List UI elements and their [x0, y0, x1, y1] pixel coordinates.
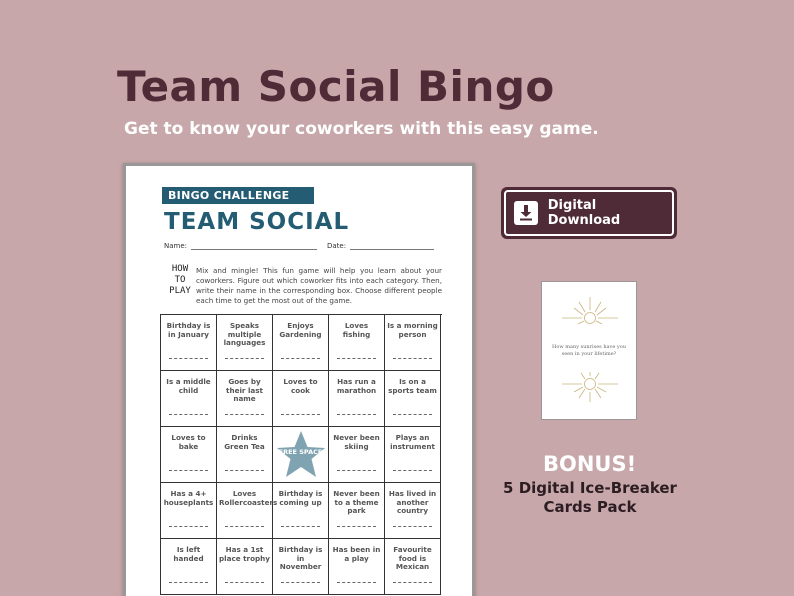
name-line: [337, 470, 376, 471]
bingo-cell-label: Loves to bake: [171, 433, 206, 451]
bingo-sheet: [123, 163, 475, 596]
bingo-cell-label: Enjoys Gardening: [279, 321, 322, 339]
name-line: [281, 582, 320, 583]
name-line: [393, 582, 432, 583]
free-space-label: FREE SPACE: [278, 448, 323, 456]
free-space-cell: [273, 427, 329, 483]
bingo-cell-label: Has a 1st place trophy: [219, 545, 270, 563]
bingo-cell-label: Has lived in another country: [388, 489, 437, 515]
bingo-cell: [217, 315, 273, 371]
bingo-cell: [273, 315, 329, 371]
date-label: Date:: [327, 242, 347, 250]
name-line: [169, 582, 208, 583]
name-field: [164, 242, 317, 250]
name-line: [337, 358, 376, 359]
challenge-label: BINGO CHALLENGE: [162, 187, 314, 204]
instructions: Mix and mingle! This fun game will help you learn about your coworkers. Figure out which coworker fits into each category. Then, write their name in the corresponding box. Choose different people each time to get the most out of the game.: [196, 266, 442, 305]
bingo-cell-label: Is on a sports team: [388, 377, 437, 395]
bingo-cell-label: Has run a marathon: [336, 377, 377, 395]
bingo-cell: [385, 483, 441, 539]
bingo-cell-label: Never been to a theme park: [333, 489, 380, 515]
bingo-cell-label: Never been skiing: [333, 433, 380, 451]
bingo-cell: [329, 427, 385, 483]
bingo-cell-label: Loves fishing: [342, 321, 371, 339]
name-line: [169, 470, 208, 471]
bingo-cell-label: Loves to cook: [283, 377, 318, 395]
bingo-cell: [217, 539, 273, 595]
name-line: [281, 526, 320, 527]
bingo-cell-label: Birthday is in November: [278, 545, 323, 571]
bingo-cell-label: Birthday is in January: [166, 321, 211, 339]
bingo-cell-label: Is a morning person: [387, 321, 438, 339]
bingo-cell-label: Drinks Green Tea: [224, 433, 265, 451]
bingo-cell-label: Is a middle child: [166, 377, 211, 395]
name-line: [225, 470, 264, 471]
name-line: [225, 582, 264, 583]
bingo-cell: [329, 483, 385, 539]
how-to-play-label: HOW TO PLAY: [169, 264, 191, 296]
bingo-cell: [161, 427, 217, 483]
name-line: [169, 526, 208, 527]
bingo-cell: [161, 371, 217, 427]
bingo-cell-label: Has a 4+ houseplants: [163, 489, 214, 507]
bingo-cell-label: Birthday is coming up: [278, 489, 323, 507]
name-line: [225, 414, 264, 415]
name-line: [337, 582, 376, 583]
name-line: [169, 414, 208, 415]
bingo-cell-label: Favourite food is Mexican: [393, 545, 432, 571]
bonus-description: 5 Digital Ice-Breaker Cards Pack: [503, 479, 677, 516]
bingo-cell: [385, 427, 441, 483]
name-line: [281, 414, 320, 415]
bingo-cell: [385, 371, 441, 427]
sheet-title: TEAM SOCIAL: [164, 209, 350, 235]
name-line: [225, 526, 264, 527]
icebreaker-card-preview: [541, 281, 637, 420]
digital-download-button[interactable]: [501, 187, 677, 239]
bingo-grid: [160, 314, 442, 595]
name-line: [337, 526, 376, 527]
bingo-cell: [161, 483, 217, 539]
bingo-cell: [385, 315, 441, 371]
bingo-cell: [329, 539, 385, 595]
name-line: [225, 358, 264, 359]
date-field: [327, 242, 434, 250]
bonus-title: BONUS!: [543, 452, 637, 476]
name-line: [393, 414, 432, 415]
name-line: [281, 358, 320, 359]
bingo-cell: [161, 539, 217, 595]
bingo-cell: [273, 483, 329, 539]
name-line: [337, 414, 376, 415]
name-line: [393, 526, 432, 527]
name-line: [393, 470, 432, 471]
bingo-cell-label: Has been in a play: [332, 545, 381, 563]
bingo-cell: [385, 539, 441, 595]
name-line: [393, 358, 432, 359]
bingo-cell-label: Plays an instrument: [390, 433, 435, 451]
bingo-cell: [329, 371, 385, 427]
page-title: Team Social Bingo: [117, 62, 555, 111]
bingo-cell-label: Speaks multiple languages: [223, 321, 266, 347]
bingo-cell-label: Loves Rollercoasters: [219, 489, 278, 507]
sunrise-icon: [560, 294, 620, 328]
bingo-cell-label: Goes by their last name: [226, 377, 263, 403]
name-label: Name:: [164, 242, 188, 250]
bingo-cell: [217, 427, 273, 483]
bingo-cell: [217, 371, 273, 427]
sunrise-icon: [560, 372, 620, 406]
bingo-cell-label: Is left handed: [173, 545, 204, 563]
name-line: [169, 358, 208, 359]
page-subtitle: Get to know your coworkers with this easy game.: [124, 119, 599, 139]
download-label: Digital Download: [547, 198, 621, 228]
bingo-cell: [217, 483, 278, 539]
bingo-cell: [329, 315, 385, 371]
bingo-cell: [273, 539, 329, 595]
bingo-cell: [273, 371, 329, 427]
bingo-cell: [161, 315, 217, 371]
card-question: How many sunrises have you seen in your lifetime?: [552, 344, 626, 357]
download-icon: [514, 201, 538, 225]
